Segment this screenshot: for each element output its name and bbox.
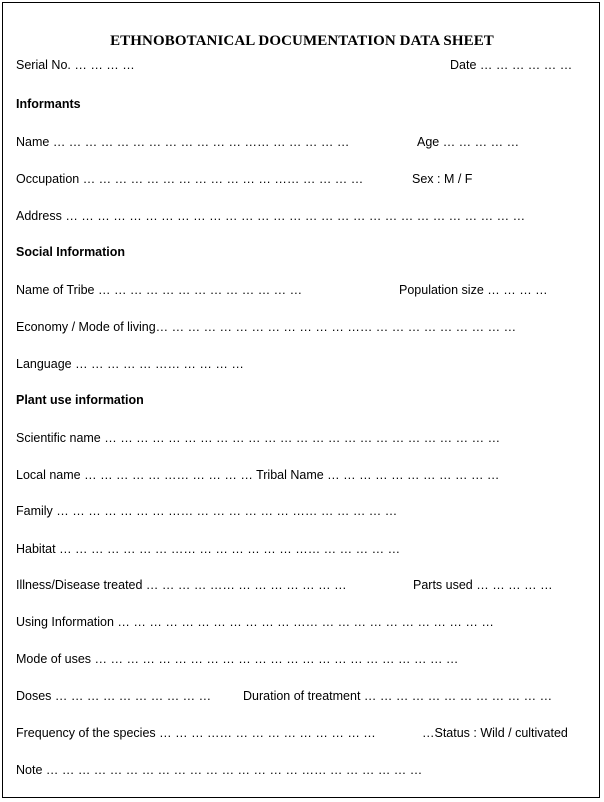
habitat-field[interactable]: Habitat … … … … … … … …… … … … … … … …… … … … … … bbox=[16, 542, 401, 556]
population-size-field[interactable]: Population size … … … … bbox=[399, 283, 548, 297]
duration-field[interactable]: Duration of treatment … … … … … … … … … … … … bbox=[243, 689, 553, 703]
address-field[interactable]: Address … … … … … … … … … … … … … … … … … … … … … … … … … … … … … bbox=[16, 209, 526, 223]
sheet-title: ETHNOBOTANICAL DOCUMENTATION DATA SHEET bbox=[110, 33, 494, 49]
using-information-field[interactable]: Using Information … … … … … … … … … … … …… … … … … … … … … … … … bbox=[16, 615, 494, 629]
scientific-name-field[interactable]: Scientific name … … … … … … … … … … … … … … … … … … … … … … … … … bbox=[16, 431, 501, 445]
informants-heading: Informants bbox=[16, 97, 81, 111]
serial-no-field[interactable]: Serial No. … … … … bbox=[16, 58, 135, 72]
age-field[interactable]: Age … … … … … bbox=[417, 135, 520, 149]
economy-field[interactable]: Economy / Mode of living… … … … … … … … … … … … …… … … … … … … … … … bbox=[16, 320, 517, 334]
local-name-field[interactable]: Local name … … … … … …… … … … … Tribal Name … … … … … … … … … … … bbox=[16, 468, 500, 482]
social-information-heading: Social Information bbox=[16, 245, 126, 259]
doses-field[interactable]: Doses … … … … … … … … … … bbox=[16, 689, 212, 703]
illness-field[interactable]: Illness/Disease treated … … … … …… … … … … … … … bbox=[16, 578, 347, 592]
frequency-field[interactable]: Frequency of the species … … … …… … … … … … … … … … bbox=[16, 726, 376, 740]
note-field[interactable]: Note … … … … … … … … … … … … … … … … …… … … … … … … bbox=[16, 763, 423, 777]
tribe-name-field[interactable]: Name of Tribe … … … … … … … … … … … … … bbox=[16, 283, 303, 297]
sex-field[interactable]: Sex : M / F bbox=[412, 172, 473, 186]
parts-used-field[interactable]: Parts used … … … … … bbox=[413, 578, 553, 592]
occupation-field[interactable]: Occupation … … … … … … … … … … … … …… … … … … bbox=[16, 172, 364, 186]
date-field[interactable]: Date … … … … … … bbox=[450, 58, 573, 72]
mode-of-uses-field[interactable]: Mode of uses … … … … … … … … … … … … … … … … … … … … … … … bbox=[16, 652, 459, 666]
family-field[interactable]: Family … … … … … … … …… … … … … … … …… … … … … … bbox=[16, 504, 398, 518]
status-field[interactable]: …Status : Wild / cultivated bbox=[422, 726, 568, 740]
name-field[interactable]: Name … … … … … … … … … … … … …… … … … … … bbox=[16, 135, 350, 149]
language-field[interactable]: Language … … … … … …… … … … … bbox=[16, 357, 244, 371]
plant-use-heading: Plant use information bbox=[16, 393, 144, 407]
